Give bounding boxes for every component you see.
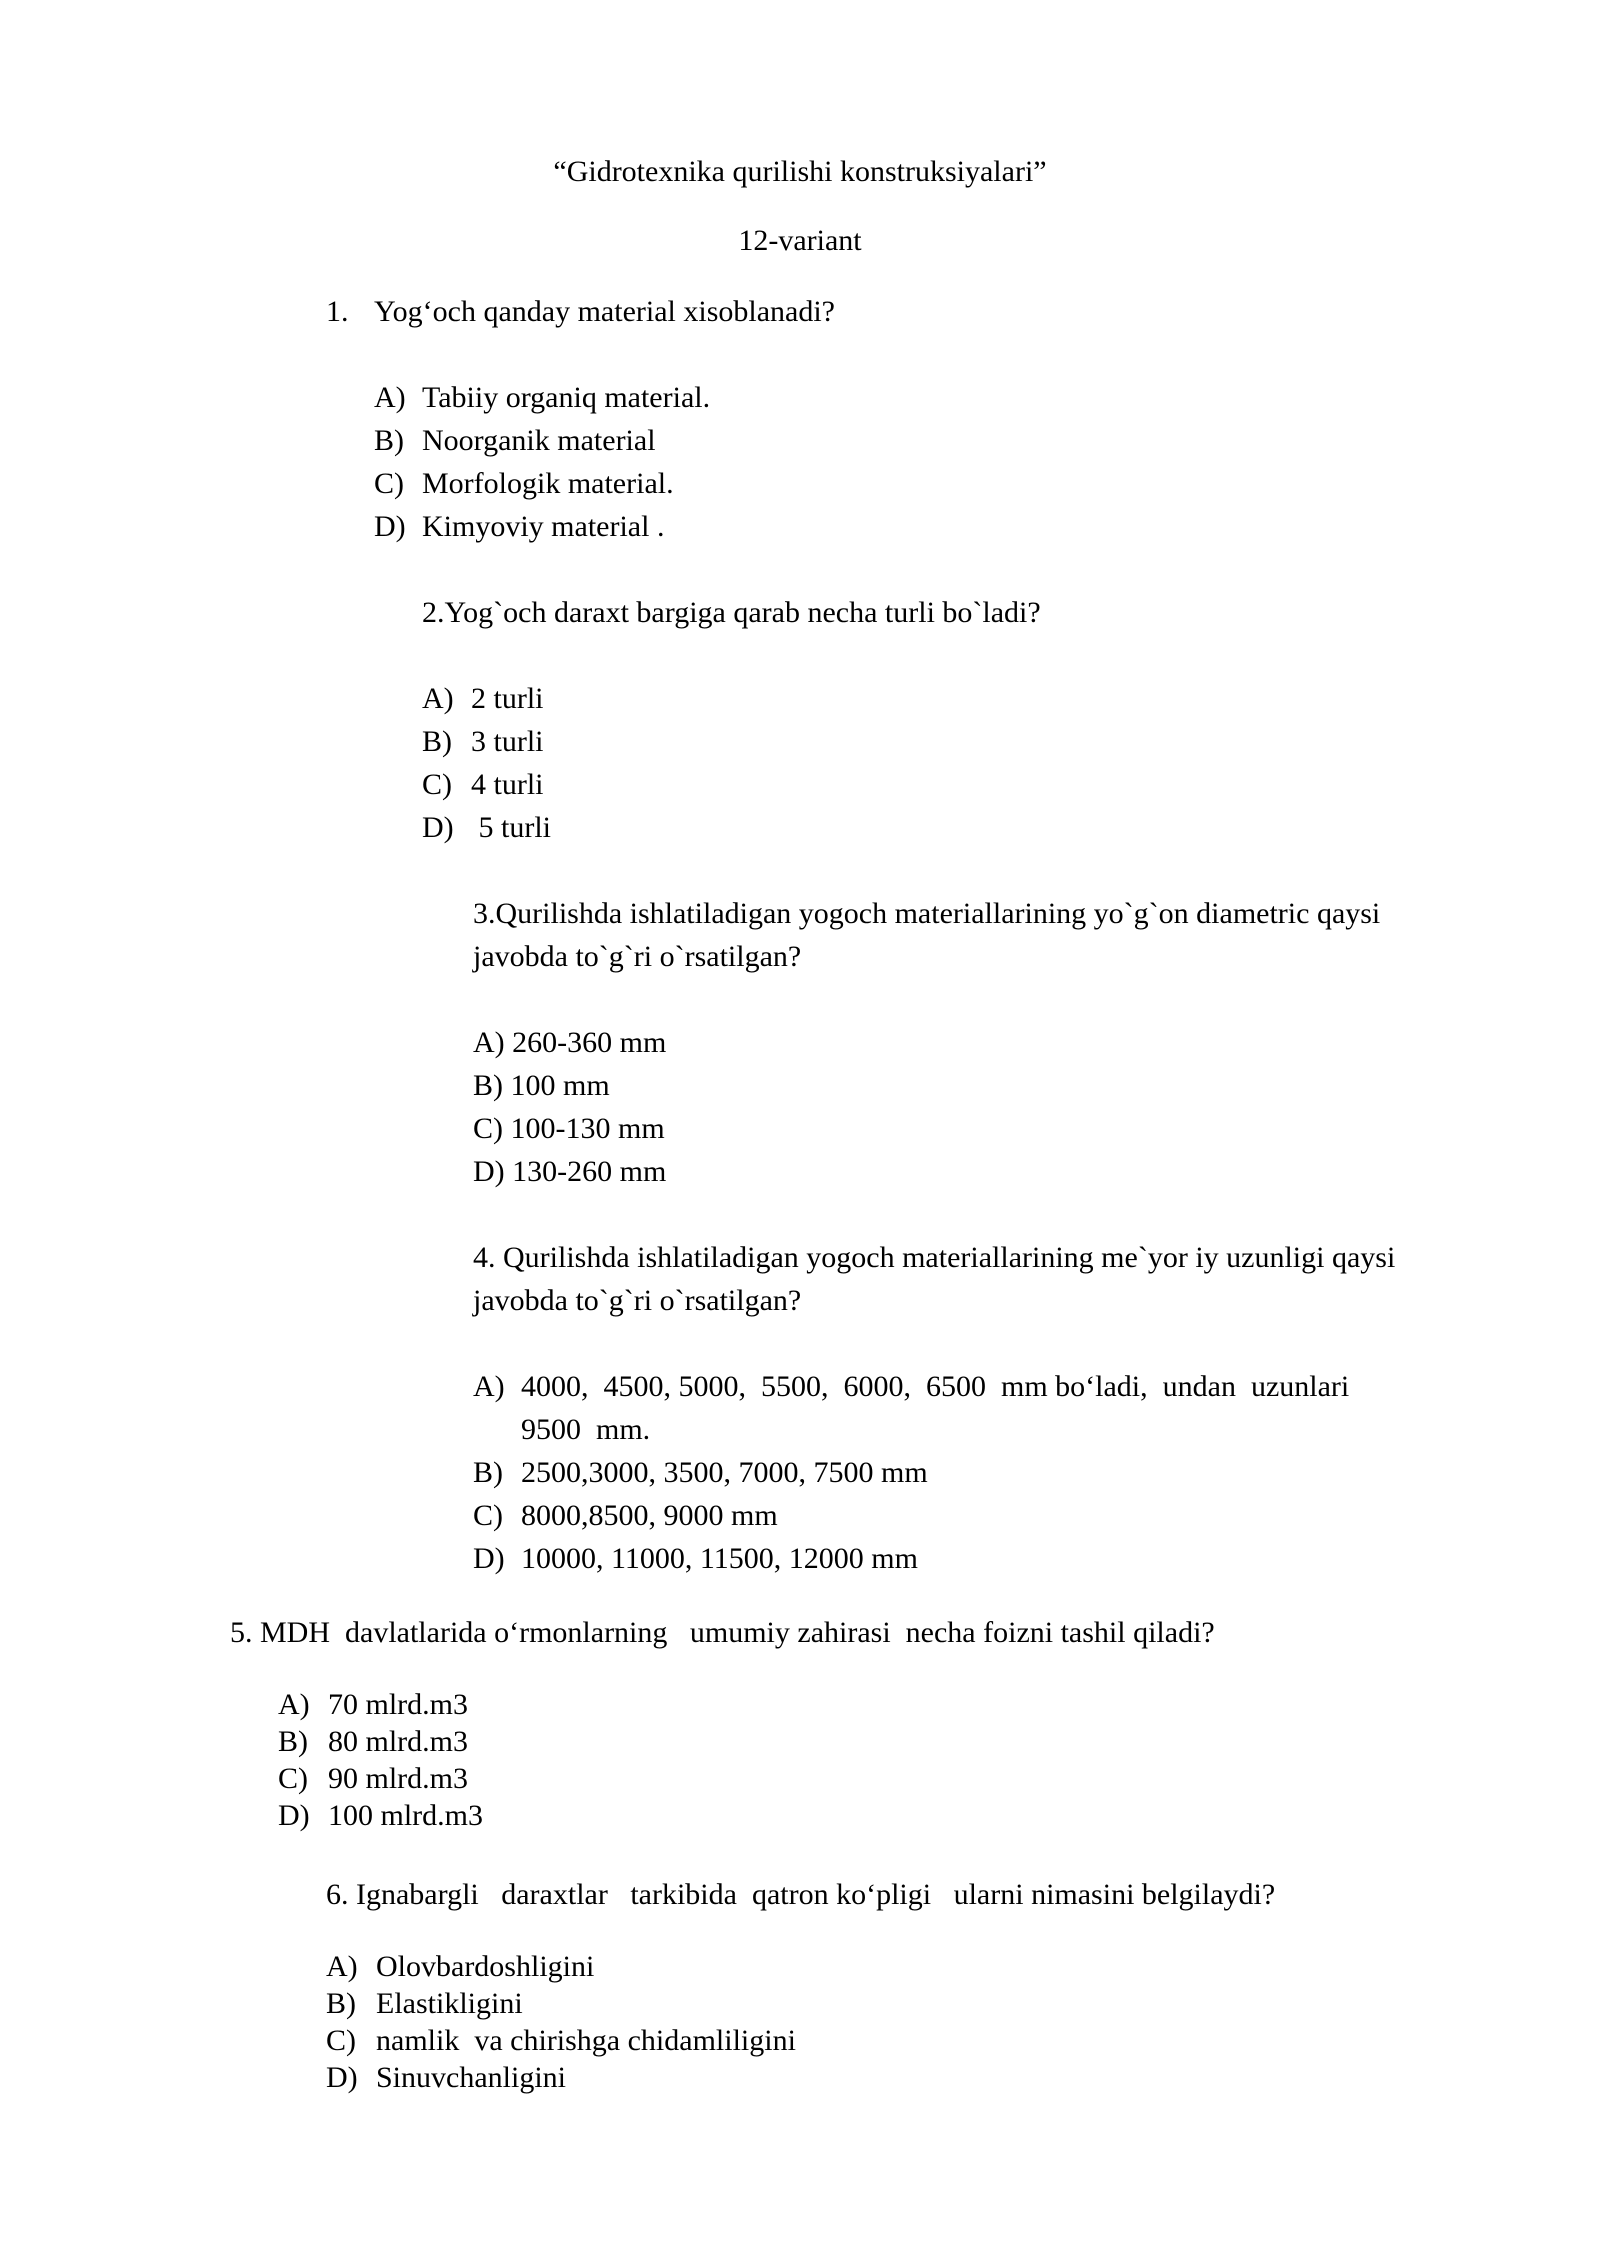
option-text: 100 mlrd.m3: [328, 1799, 483, 1832]
option-letter: B): [422, 725, 452, 758]
option-text: Tabiiy organiq material.: [422, 381, 711, 414]
option-letter: D): [422, 811, 454, 844]
option-text: 5 turli: [471, 811, 551, 844]
q4-option-a: [473, 1365, 1349, 1408]
question-4-line-1: 4. Qurilishda ishlatiladigan yogoch materiallarining me`yor iy uzunligi qaysi: [473, 1241, 1396, 1274]
q5-option-b: [278, 1723, 468, 1760]
option-text: 70 mlrd.m3: [328, 1688, 468, 1721]
variant-label: 12-variant: [738, 224, 862, 257]
q2-option-b: [422, 720, 544, 763]
q5-option-d: [278, 1797, 483, 1834]
question-3-line-1: 3.Qurilishda ishlatiladigan yogoch materiallarining yo`g`on diametric qaysi: [473, 897, 1381, 930]
q1-option-a: [374, 376, 710, 419]
option-letter: B): [473, 1456, 503, 1489]
option-text: Morfologik material.: [422, 467, 674, 500]
option-letter: B): [326, 1987, 356, 2020]
q2-option-a: [422, 677, 544, 720]
q4-option-c: [473, 1494, 778, 1537]
option-text: Elastikligini: [376, 1987, 523, 2020]
q1-option-d: [374, 505, 664, 548]
option-letter: B): [374, 424, 404, 457]
q1-option-c: [374, 462, 674, 505]
option-text: 8000,8500, 9000 mm: [521, 1499, 778, 1532]
option-letter: A): [374, 381, 406, 414]
option-text: 80 mlrd.m3: [328, 1725, 468, 1758]
q4-option-a-continued: 9500 mm.: [521, 1413, 651, 1446]
q3-option-b: B) 100 mm: [473, 1069, 610, 1102]
option-letter: A): [278, 1688, 310, 1721]
q6-option-a: [326, 1948, 594, 1985]
question-4-line-2: javobda to`g`ri o`rsatilgan?: [473, 1284, 802, 1317]
q4-option-b: [473, 1451, 928, 1494]
q5-option-a: [278, 1686, 468, 1723]
q6-option-c: [326, 2022, 796, 2059]
document-title: “Gidrotexnika qurilishi konstruksiyalari”: [553, 155, 1047, 188]
q1-option-b: [374, 419, 656, 462]
option-letter: D): [473, 1542, 505, 1575]
question-1: [326, 290, 835, 333]
option-text: 4 turli: [471, 768, 544, 801]
option-letter: A): [422, 682, 454, 715]
option-letter: D): [326, 2061, 358, 2094]
q3-option-c: C) 100-130 mm: [473, 1112, 665, 1145]
option-text: 2 turli: [471, 682, 544, 715]
option-text: 3 turli: [471, 725, 544, 758]
q5-option-c: [278, 1760, 468, 1797]
option-letter: B): [278, 1725, 308, 1758]
option-text: Kimyoviy material .: [422, 510, 665, 543]
q3-option-a: A) 260-360 mm: [473, 1026, 667, 1059]
question-5: 5. MDH davlatlarida o‘rmonlarning umumiy zahirasi necha foizni tashil qiladi?: [230, 1616, 1215, 1649]
option-text: 4000, 4500, 5000, 5500, 6000, 6500 mm bo‘ladi, undan uzunlari: [521, 1370, 1350, 1403]
option-letter: C): [374, 467, 404, 500]
option-text: Olovbardoshligini: [376, 1950, 595, 1983]
q4-option-d: [473, 1537, 918, 1580]
option-text: 90 mlrd.m3: [328, 1762, 468, 1795]
question-text: Yog‘och qanday material xisoblanadi?: [374, 295, 836, 328]
option-letter: D): [278, 1799, 310, 1832]
option-letter: C): [473, 1499, 503, 1532]
option-letter: C): [422, 768, 452, 801]
q2-option-d: [422, 806, 551, 849]
option-letter: A): [326, 1950, 358, 1983]
q2-option-c: [422, 763, 544, 806]
option-letter: A): [473, 1370, 505, 1403]
option-text: Noorganik material: [422, 424, 656, 457]
question-3-line-2: javobda to`g`ri o`rsatilgan?: [473, 940, 802, 973]
question-number: 1.: [326, 295, 349, 328]
option-text: Sinuvchanligini: [376, 2061, 566, 2094]
question-6: 6. Ignabargli daraxtlar tarkibida qatron ko‘pligi ularni nimasini belgilaydi?: [326, 1878, 1276, 1911]
option-letter: D): [374, 510, 406, 543]
option-letter: C): [326, 2024, 356, 2057]
q6-option-b: [326, 1985, 523, 2022]
q6-option-d: [326, 2059, 566, 2096]
question-2: 2.Yog`och daraxt bargiga qarab necha turli bo`ladi?: [422, 596, 1041, 629]
option-text: 2500,3000, 3500, 7000, 7500 mm: [521, 1456, 928, 1489]
option-letter: C): [278, 1762, 308, 1795]
option-text: namlik va chirishga chidamliligini: [376, 2024, 796, 2057]
q3-option-d: D) 130-260 mm: [473, 1155, 667, 1188]
option-text: 10000, 11000, 11500, 12000 mm: [521, 1542, 918, 1575]
